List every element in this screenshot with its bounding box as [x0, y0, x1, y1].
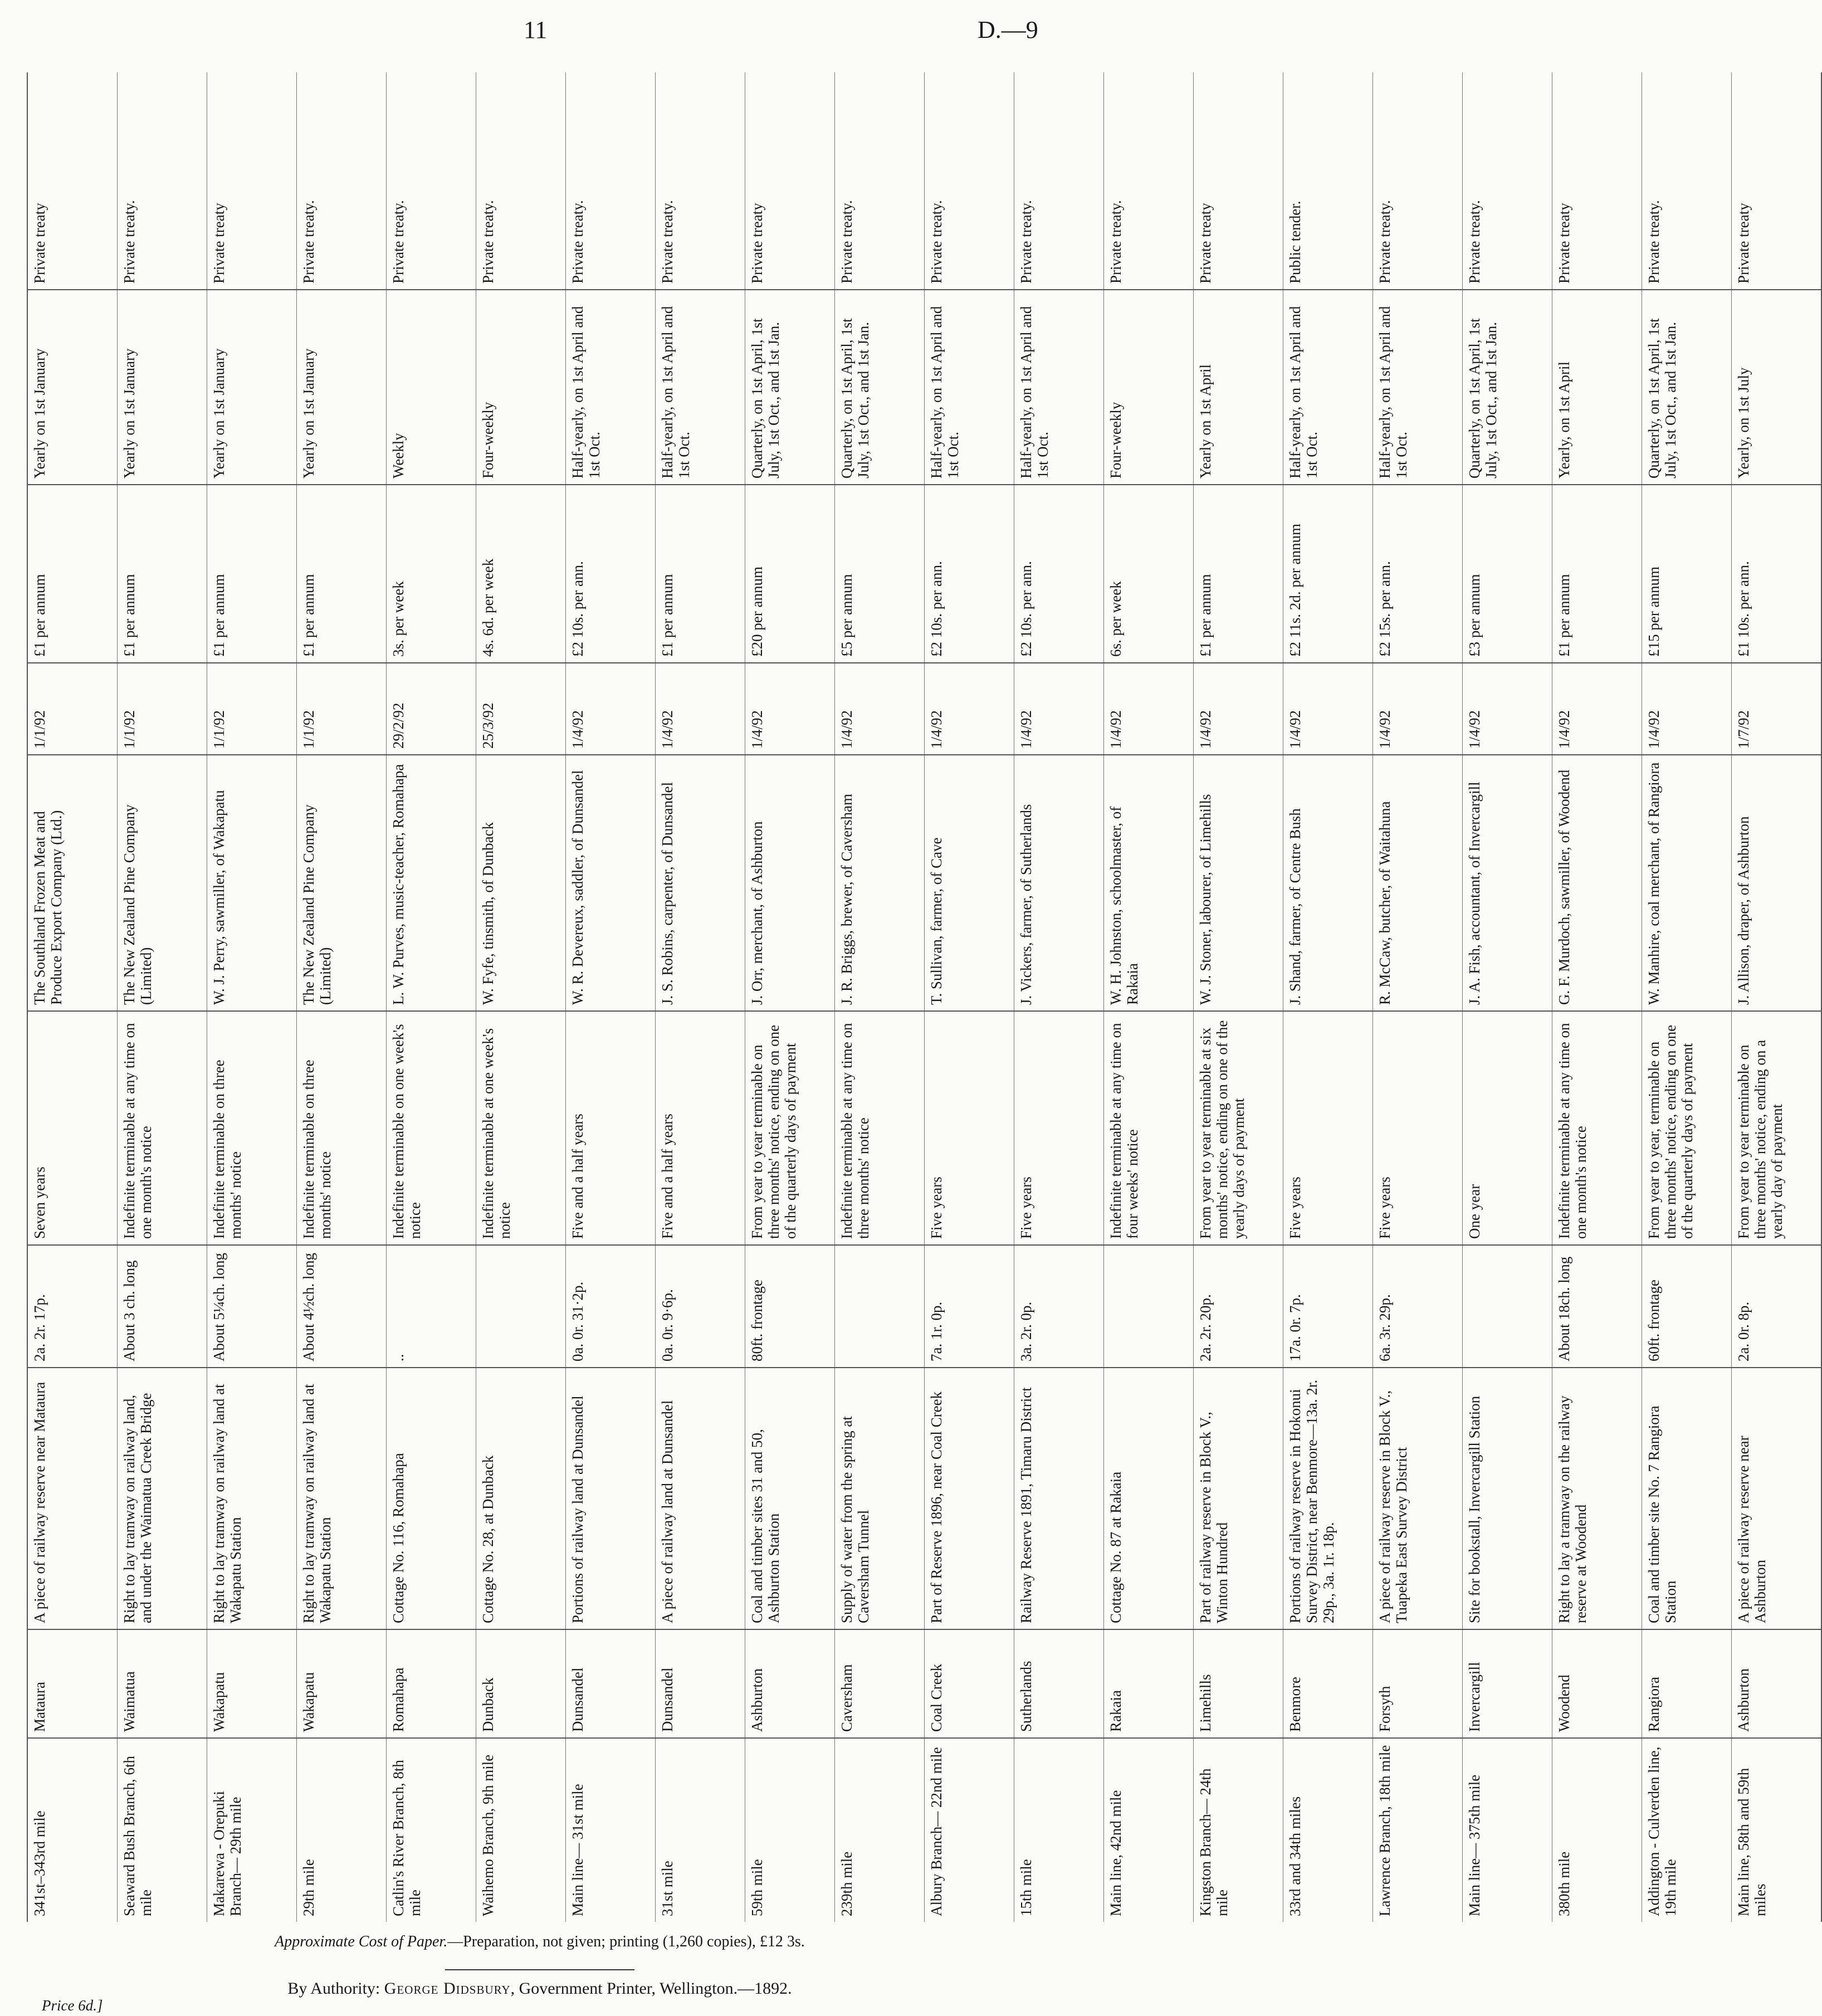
lessee-cell: J. Vickers, farmer, of Sutherlands: [1014, 755, 1104, 1011]
date-cell: 1/7/92: [1732, 663, 1822, 755]
mileage-cell: Kingston Branch— 24th mile: [1194, 1738, 1283, 1922]
lessee-cell: J. A. Fish, accountant, of Invercargill: [1463, 755, 1552, 1011]
disposal-cell: Private treaty: [1732, 72, 1822, 290]
payment-cell: Half-yearly, on 1st April and 1st Oct.: [1373, 290, 1463, 485]
mileage-cell: Catlin's River Branch, 8th mile: [387, 1738, 476, 1922]
document-code: D.—9: [978, 16, 1038, 43]
rent-cell: £5 per annum: [835, 485, 925, 663]
lessee-cell: The New Zealand Pine Company (Limited): [297, 755, 387, 1011]
station-cell: Mataura: [27, 1629, 118, 1738]
disposal-cell: Private treaty.: [1642, 72, 1732, 290]
table-row: [566, 72, 656, 1922]
mileage-cell: 341st–343rd mile: [27, 1738, 118, 1922]
table-row: [476, 72, 566, 1922]
lessee-cell: W. J. Stoner, labourer, of Limehills: [1194, 755, 1283, 1011]
description-cell: Right to lay tramway on railway land, and under the Waimatua Creek Bridge: [118, 1368, 207, 1629]
table-row: [1104, 72, 1194, 1922]
rent-cell: £1 per annum: [207, 485, 297, 663]
description-cell: Coal and timber site No. 7 Rangiora Station: [1642, 1368, 1732, 1629]
term-cell: Five years: [1014, 1011, 1104, 1245]
leases-table-rotated: [27, 72, 1786, 1922]
mileage-cell: Main line, 58th and 59th miles: [1732, 1738, 1822, 1922]
table-row: [27, 72, 118, 1922]
rent-cell: £1 per annum: [118, 485, 207, 663]
table-row: [1014, 72, 1104, 1922]
term-cell: Five and a half years: [566, 1011, 656, 1245]
term-cell: Indefinite terminable on three months' notice: [207, 1011, 297, 1245]
table-row: [387, 72, 476, 1922]
mileage-cell: Main line, 42nd mile: [1104, 1738, 1194, 1922]
date-cell: 1/4/92: [1283, 663, 1373, 755]
lessee-cell: W. Fyfe, tinsmith, of Dunback: [476, 755, 566, 1011]
payment-cell: Yearly on 1st April: [1194, 290, 1283, 485]
payment-cell: Quarterly, on 1st April, 1st July, 1st Oct., and 1st Jan.: [835, 290, 925, 485]
station-cell: Rangiora: [1642, 1629, 1732, 1738]
rent-cell: £1 per annum: [297, 485, 387, 663]
description-cell: Site for bookstall, Invercargill Station: [1463, 1368, 1552, 1629]
term-cell: Indefinite terminable at one week's notice: [476, 1011, 566, 1245]
rent-cell: £2 10s. per ann.: [1014, 485, 1104, 663]
mileage-cell: Seaward Bush Branch, 6th mile: [118, 1738, 207, 1922]
authority-suffix: , Government Printer, Wellington.—1892.: [510, 1979, 792, 1998]
station-cell: Benmore: [1283, 1629, 1373, 1738]
station-cell: Romahapa: [387, 1629, 476, 1738]
disposal-cell: Private treaty.: [1373, 72, 1463, 290]
area-cell: 7a. 1r. 0p.: [925, 1245, 1014, 1368]
date-cell: 1/4/92: [1014, 663, 1104, 755]
description-cell: A piece of railway reserve in Block V., Tuapeka East Survey District: [1373, 1368, 1463, 1629]
description-cell: Cottage No. 28, at Dunback: [476, 1368, 566, 1629]
station-cell: Ashburton: [745, 1629, 835, 1738]
date-cell: 1/4/92: [566, 663, 656, 755]
description-cell: A piece of railway land at Dunsandel: [656, 1368, 745, 1629]
leases-table: [27, 72, 1822, 1922]
term-cell: Five years: [1373, 1011, 1463, 1245]
table-row: [118, 72, 207, 1922]
term-cell: From year to year terminable on three months' notice, ending on a yearly day of payment: [1732, 1011, 1822, 1245]
description-cell: Part of railway reserve in Block V., Winton Hundred: [1194, 1368, 1283, 1629]
mileage-cell: 15th mile: [1014, 1738, 1104, 1922]
station-cell: Dunback: [476, 1629, 566, 1738]
disposal-cell: Private treaty: [27, 72, 118, 290]
disposal-cell: Private treaty.: [297, 72, 387, 290]
date-cell: 1/4/92: [1463, 663, 1552, 755]
station-cell: Sutherlands: [1014, 1629, 1104, 1738]
term-cell: Five years: [1283, 1011, 1373, 1245]
payment-cell: Quarterly, on 1st April, 1st July, 1st Oct., and 1st Jan.: [1463, 290, 1552, 485]
page-number: 11: [524, 16, 548, 43]
mileage-cell: Main line— 375th mile: [1463, 1738, 1552, 1922]
description-cell: Part of Reserve 1896, near Coal Creek: [925, 1368, 1014, 1629]
area-cell: 2a. 2r. 17p.: [27, 1245, 118, 1368]
table-row: [1732, 72, 1822, 1922]
station-cell: Dunsandel: [656, 1629, 745, 1738]
disposal-cell: Private treaty: [745, 72, 835, 290]
payment-cell: Yearly on 1st January: [118, 290, 207, 485]
station-cell: Forsyth: [1373, 1629, 1463, 1738]
rent-cell: 6s. per week: [1104, 485, 1194, 663]
lessee-cell: The Southland Frozen Meat and Produce Export Company (Ltd.): [27, 755, 118, 1011]
rent-cell: 4s. 6d. per week: [476, 485, 566, 663]
lessee-cell: W. H. Johnston, schoolmaster, of Rakaia: [1104, 755, 1194, 1011]
rent-cell: £1 10s. per ann.: [1732, 485, 1822, 663]
lessee-cell: W. J. Perry, sawmiller, of Wakapatu: [207, 755, 297, 1011]
table-row: [1373, 72, 1463, 1922]
lessee-cell: G. F. Murdoch, sawmiller, of Woodend: [1552, 755, 1642, 1011]
rent-cell: £2 11s. 2d. per annum: [1283, 485, 1373, 663]
payment-cell: Half-yearly, on 1st April and 1st Oct.: [1014, 290, 1104, 485]
description-cell: Coal and timber sites 31 and 50, Ashburton Station: [745, 1368, 835, 1629]
cost-label: Approximate Cost of Paper.: [275, 1933, 448, 1950]
station-cell: Ashburton: [1732, 1629, 1822, 1738]
station-cell: Dunsandel: [566, 1629, 656, 1738]
mileage-cell: Albury Branch— 22nd mile: [925, 1738, 1014, 1922]
date-cell: 1/1/92: [207, 663, 297, 755]
disposal-cell: Private treaty.: [1104, 72, 1194, 290]
lessee-cell: W. Manhire, coal merchant, of Rangiora: [1642, 755, 1732, 1011]
mileage-cell: Waihemo Branch, 9th mile: [476, 1738, 566, 1922]
station-cell: Waimatua: [118, 1629, 207, 1738]
mileage-cell: Main line— 31st mile: [566, 1738, 656, 1922]
payment-cell: Four-weekly: [1104, 290, 1194, 485]
mileage-cell: 239th mile: [835, 1738, 925, 1922]
lessee-cell: J. R. Briggs, brewer, of Caversham: [835, 755, 925, 1011]
area-cell: 80ft. frontage: [745, 1245, 835, 1368]
date-cell: 1/4/92: [1104, 663, 1194, 755]
table-row: [1552, 72, 1642, 1922]
payment-cell: Four-weekly: [476, 290, 566, 485]
table-row: [297, 72, 387, 1922]
lessee-cell: R. McCaw, butcher, of Waitahuna: [1373, 755, 1463, 1011]
payment-cell: Yearly, on 1st July: [1732, 290, 1822, 485]
station-cell: Rakaia: [1104, 1629, 1194, 1738]
description-cell: Portions of railway land at Dunsandel: [566, 1368, 656, 1629]
cost-text: —Preparation, not given; printing (1,260 copies), £12 3s.: [447, 1933, 805, 1950]
term-cell: From year to year terminable on three months' notice, ending on one of the quarterly days of payment: [745, 1011, 835, 1245]
rent-cell: £1 per annum: [656, 485, 745, 663]
lessee-cell: The New Zealand Pine Company (Limited): [118, 755, 207, 1011]
mileage-cell: Addington - Culverden line, 19th mile: [1642, 1738, 1732, 1922]
table-row: [1642, 72, 1732, 1922]
disposal-cell: Private treaty.: [476, 72, 566, 290]
description-cell: Right to lay tramway on railway land at Wakapatu Station: [297, 1368, 387, 1629]
area-cell: 60ft. frontage: [1642, 1245, 1732, 1368]
lessee-cell: T. Sullivan, farmer, of Cave: [925, 755, 1014, 1011]
station-cell: Coal Creek: [925, 1629, 1014, 1738]
area-cell: 6a. 3r. 29p.: [1373, 1245, 1463, 1368]
area-cell: 0a. 0r. 31·2p.: [566, 1245, 656, 1368]
mileage-cell: Makarewa - Orepuki Branch— 29th mile: [207, 1738, 297, 1922]
mileage-cell: 31st mile: [656, 1738, 745, 1922]
mileage-cell: Lawrence Branch, 18th mile: [1373, 1738, 1463, 1922]
disposal-cell: Private treaty.: [387, 72, 476, 290]
disposal-cell: Private treaty.: [835, 72, 925, 290]
date-cell: 1/4/92: [835, 663, 925, 755]
payment-cell: Half-yearly, on 1st April and 1st Oct.: [566, 290, 656, 485]
disposal-cell: Private treaty.: [1463, 72, 1552, 290]
date-cell: 29/2/92: [387, 663, 476, 755]
payment-cell: Half-yearly, on 1st April and 1st Oct.: [1283, 290, 1373, 485]
disposal-cell: Private treaty.: [566, 72, 656, 290]
term-cell: One year: [1463, 1011, 1552, 1245]
rent-cell: 3s. per week: [387, 485, 476, 663]
area-cell: About 5¼ch. long: [207, 1245, 297, 1368]
printer-authority: [0, 1979, 1079, 1998]
area-cell: [835, 1245, 925, 1368]
date-cell: 1/1/92: [118, 663, 207, 755]
description-cell: Portions of railway reserve in Hokonui Survey District, near Benmore—13a. 2r. 29p., 3a. 1r. 18p.: [1283, 1368, 1373, 1629]
table-row: [1194, 72, 1283, 1922]
station-cell: Invercargill: [1463, 1629, 1552, 1738]
station-cell: Wakapatu: [207, 1629, 297, 1738]
disposal-cell: Private treaty: [1194, 72, 1283, 290]
description-cell: Railway Reserve 1891, Timaru District: [1014, 1368, 1104, 1629]
term-cell: Indefinite terminable on one week's notice: [387, 1011, 476, 1245]
description-cell: Supply of water from the spring at Caversham Tunnel: [835, 1368, 925, 1629]
price-label: Price 6d.]: [42, 1997, 103, 2014]
rent-cell: £2 10s. per ann.: [925, 485, 1014, 663]
payment-cell: Yearly on 1st January: [27, 290, 118, 485]
table-row: [745, 72, 835, 1922]
area-cell: 2a. 2r. 20p.: [1194, 1245, 1283, 1368]
cost-of-paper-note: [0, 1933, 1079, 1951]
term-cell: Indefinite terminable at any time on one month's notice: [1552, 1011, 1642, 1245]
date-cell: 1/1/92: [27, 663, 118, 755]
disposal-cell: Private treaty: [207, 72, 297, 290]
area-cell: 3a. 2r. 0p.: [1014, 1245, 1104, 1368]
date-cell: 1/4/92: [656, 663, 745, 755]
table-row: [207, 72, 297, 1922]
area-cell: 2a. 0r. 8p.: [1732, 1245, 1822, 1368]
area-cell: [1104, 1245, 1194, 1368]
disposal-cell: Private treaty.: [118, 72, 207, 290]
area-cell: ..: [387, 1245, 476, 1368]
term-cell: From year to year, terminable on three months' notice, ending on one of the quarterly days of payment: [1642, 1011, 1732, 1245]
date-cell: 1/4/92: [745, 663, 835, 755]
term-cell: From year to year terminable at six months' notice, ending on one of the yearly days of payment: [1194, 1011, 1283, 1245]
table-row: [1283, 72, 1373, 1922]
rent-cell: £20 per annum: [745, 485, 835, 663]
lessee-cell: J. S. Robins, carpenter, of Dunsandel: [656, 755, 745, 1011]
term-cell: Indefinite terminable at any time on one month's notice: [118, 1011, 207, 1245]
term-cell: Seven years: [27, 1011, 118, 1245]
area-cell: 0a. 0r. 9·6p.: [656, 1245, 745, 1368]
mileage-cell: 33rd and 34th miles: [1283, 1738, 1373, 1922]
station-cell: Limehills: [1194, 1629, 1283, 1738]
divider: [445, 1969, 634, 1970]
term-cell: Indefinite terminable at any time on three months' notice: [835, 1011, 925, 1245]
lessee-cell: W. R. Devereux, saddler, of Dunsandel: [566, 755, 656, 1011]
table-row: [835, 72, 925, 1922]
payment-cell: Quarterly, on 1st April, 1st July, 1st Oct., and 1st Jan.: [745, 290, 835, 485]
table-row: [925, 72, 1014, 1922]
station-cell: Woodend: [1552, 1629, 1642, 1738]
rent-cell: £1 per annum: [1194, 485, 1283, 663]
rent-cell: £2 10s. per ann.: [566, 485, 656, 663]
lessee-cell: L. W. Purves, music-teacher, Romahapa: [387, 755, 476, 1011]
description-cell: Cottage No. 87 at Rakaia: [1104, 1368, 1194, 1629]
payment-cell: Yearly, on 1st April: [1552, 290, 1642, 485]
term-cell: Indefinite terminable on three months' notice: [297, 1011, 387, 1245]
description-cell: Right to lay tramway on railway land at Wakapatu Station: [207, 1368, 297, 1629]
authority-prefix: By Authority:: [287, 1979, 380, 1998]
station-cell: Caversham: [835, 1629, 925, 1738]
disposal-cell: Public tender.: [1283, 72, 1373, 290]
disposal-cell: Private treaty.: [1014, 72, 1104, 290]
rent-cell: £2 15s. per ann.: [1373, 485, 1463, 663]
payment-cell: Yearly on 1st January: [297, 290, 387, 485]
date-cell: 1/1/92: [297, 663, 387, 755]
disposal-cell: Private treaty.: [925, 72, 1014, 290]
payment-cell: Yearly on 1st January: [207, 290, 297, 485]
date-cell: 1/4/92: [1642, 663, 1732, 755]
area-cell: [476, 1245, 566, 1368]
term-cell: Five and a half years: [656, 1011, 745, 1245]
description-cell: Cottage No. 116, Romahapa: [387, 1368, 476, 1629]
term-cell: Indefinite terminable at any time on four weeks' notice: [1104, 1011, 1194, 1245]
mileage-cell: 380th mile: [1552, 1738, 1642, 1922]
payment-cell: Quarterly, on 1st April, 1st July, 1st Oct., and 1st Jan.: [1642, 290, 1732, 485]
rent-cell: £1 per annum: [27, 485, 118, 663]
area-cell: About 3 ch. long: [118, 1245, 207, 1368]
area-cell: 17a. 0r. 7p.: [1283, 1245, 1373, 1368]
table-row: [1463, 72, 1552, 1922]
rent-cell: £1 per annum: [1552, 485, 1642, 663]
mileage-cell: 59th mile: [745, 1738, 835, 1922]
disposal-cell: Private treaty: [1552, 72, 1642, 290]
area-cell: About 4½ch. long: [297, 1245, 387, 1368]
description-cell: A piece of railway reserve near Mataura: [27, 1368, 118, 1629]
date-cell: 1/4/92: [925, 663, 1014, 755]
lessee-cell: J. Allison, draper, of Ashburton: [1732, 755, 1822, 1011]
date-cell: 1/4/92: [1552, 663, 1642, 755]
table-row: [656, 72, 745, 1922]
date-cell: 1/4/92: [1373, 663, 1463, 755]
rotated-table-region: [27, 72, 1786, 1922]
rent-cell: £15 per annum: [1642, 485, 1732, 663]
station-cell: Wakapatu: [297, 1629, 387, 1738]
payment-cell: Half-yearly, on 1st April and 1st Oct.: [925, 290, 1014, 485]
area-cell: [1463, 1245, 1552, 1368]
printer-name: George Didsbury: [384, 1979, 511, 1998]
date-cell: 1/4/92: [1194, 663, 1283, 755]
lessee-cell: J. Orr, merchant, of Ashburton: [745, 755, 835, 1011]
description-cell: Right to lay a tramway on the railway reserve at Woodend: [1552, 1368, 1642, 1629]
payment-cell: Weekly: [387, 290, 476, 485]
area-cell: About 18ch. long: [1552, 1245, 1642, 1368]
term-cell: Five years: [925, 1011, 1014, 1245]
date-cell: 25/3/92: [476, 663, 566, 755]
payment-cell: Half-yearly, on 1st April and 1st Oct.: [656, 290, 745, 485]
description-cell: A piece of railway reserve near Ashburton: [1732, 1368, 1822, 1629]
lessee-cell: J. Shand, farmer, of Centre Bush: [1283, 755, 1373, 1011]
rent-cell: £3 per annum: [1463, 485, 1552, 663]
disposal-cell: Private treaty.: [656, 72, 745, 290]
mileage-cell: 29th mile: [297, 1738, 387, 1922]
